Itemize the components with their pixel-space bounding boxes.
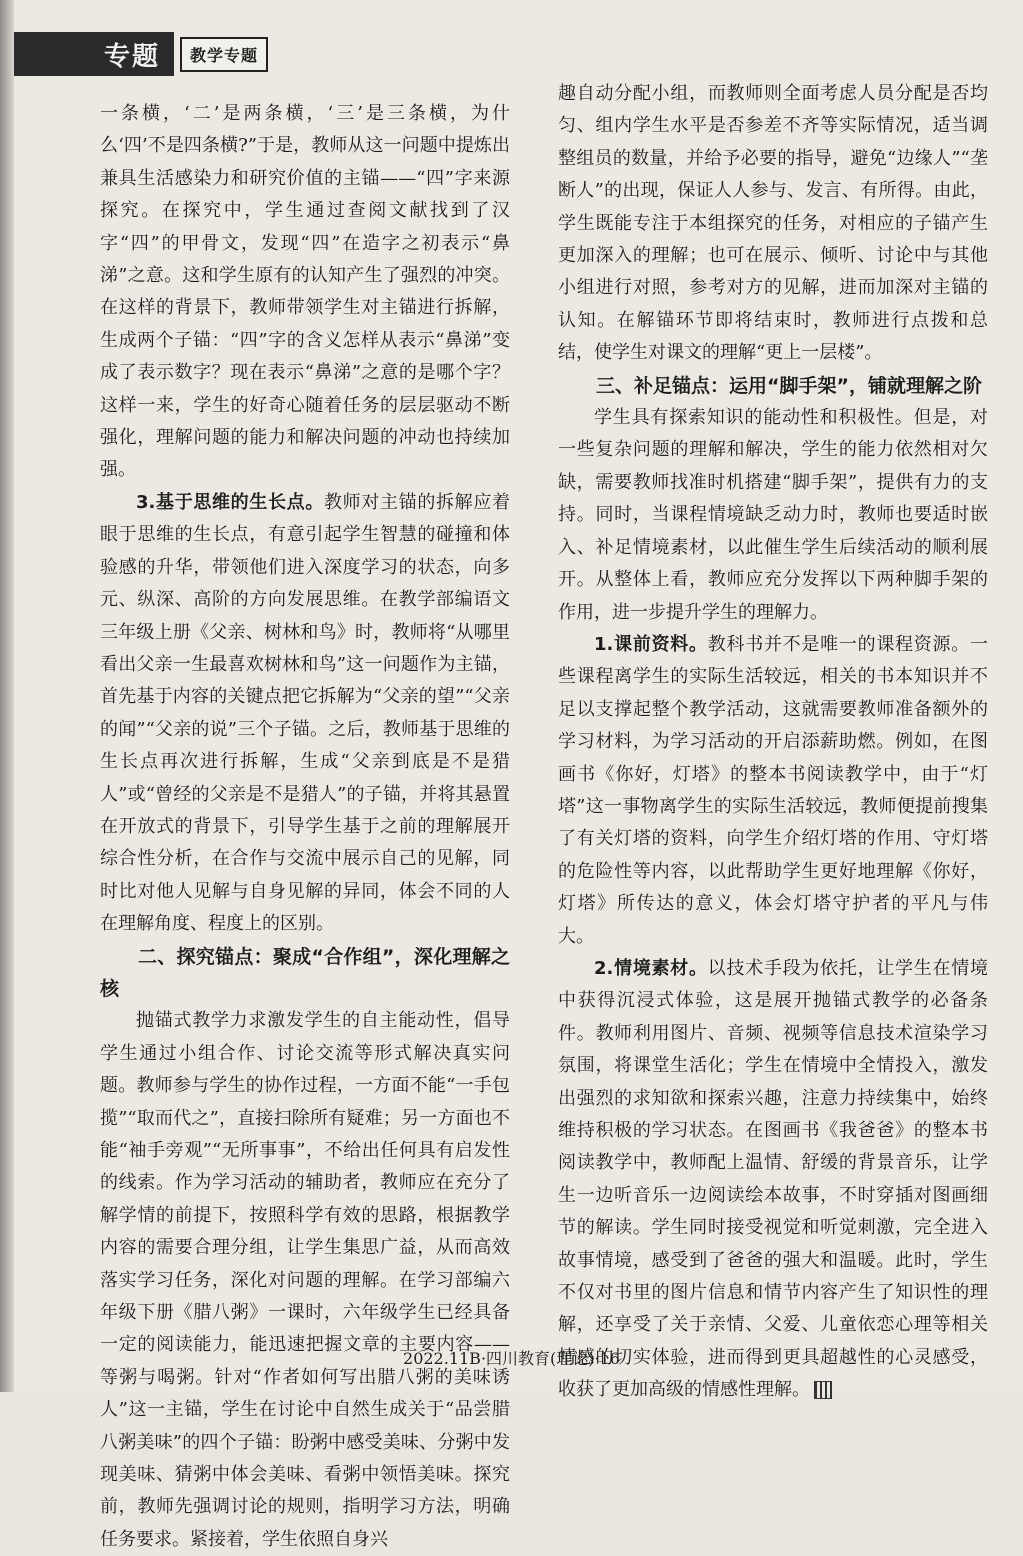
left-text-column	[100, 98, 510, 1556]
paragraph-lead: 3.基于思维的生长点。	[136, 491, 325, 513]
section-heading: 三、补足锚点：运用“脚手架”，铺就理解之阶	[596, 374, 982, 397]
end-of-article-icon	[814, 1381, 832, 1399]
page-footer: 2022.11B·四川教育(理论)·16	[403, 1349, 620, 1368]
page-header	[14, 30, 278, 78]
right-text-column	[558, 78, 988, 1407]
paragraph: 学生具有探索知识的能动性和积极性。但是，对一些复杂问题的理解和解决，学生的能力依然相对欠缺，需要教师找准时机搭建“脚手架”，提供有力的支持。同时，当课程情境缺乏动力时，教师也要适时嵌入、补足情境素材，以此催生学生后续活动的顺利展开。从整体上看，教师应充分发挥以下两种脚手架的作用，进一步提升学生的理解力。	[558, 407, 988, 623]
page-binding-shadow	[0, 0, 14, 1392]
paragraph: 抛锚式教学力求激发学生的自主能动性，倡导学生通过小组合作、讨论交流等形式解决真实问题。教师参与学生的协作过程，一方面不能“一手包揽”“取而代之”，直接扫除所有疑难；另一方面也不能“袖手旁观”“无所事事”，不给出任何具有启发性的线索。作为学习活动的辅助者，教师应在充分了解学情的前提下，按照科学有效的思路，根据教学内容的需要合理分组，让学生集思广益，从而高效落实学习任务，深化对问题的理解。在学习部编六年级下册《腊八粥》一课时，六年级学生已经具备一定的阅读能力，能迅速把握文章的主要内容——等粥与喝粥。针对“作者如何写出腊八粥的美味诱人”这一主锚，学生在讨论中自然生成关于“品尝腊八粥美味”的四个子锚：盼粥中感受美味、分粥中发现美味、猜粥中体会美味、看粥中领悟美味。探究前，教师先强调讨论的规则，指明学习方法，明确任务要求。紧接着，学生依照自身兴	[100, 1010, 510, 1550]
paragraph: 一条横，‘二’是两条横，‘三’是三条横，为什么‘四’不是四条横?”于是，教师从这一问题中提炼出兼具生活感染力和研究价值的主锚——“四”字来源探究。在探究中，学生通过查阅文献找到了汉字“四”的甲骨文，发现“四”在造字之初表示“鼻涕”之意。这和学生原有的认知产生了强烈的冲突。在这样的背景下，教师带领学生对主锚进行拆解，生成两个子锚：“四”字的含义怎样从表示“鼻涕”变成了表示数字？现在表示“鼻涕”之意的是哪个字？这样一来，学生的好奇心随着任务的层层驱动不断强化，理解问题的能力和解决问题的冲动也持续加强。	[100, 103, 510, 481]
paragraph	[558, 953, 988, 1407]
paragraph: 趣自动分配小组，而教师则全面考虑人员分配是否均匀、组内学生水平是否参差不齐等实际情况，适当调整组员的数量，并给予必要的指导，避免“边缘人”“垄断人”的出现，保证人人参与、发言、有所得。由此，学生既能专注于本组探究的任务，对相应的子锚产生更加深入的理解；也可在展示、倾听、讨论中与其他小组进行对照，参考对方的见解，进而加深对主锚的认知。在解锚环节即将结束时，教师进行点拨和总结，使学生对课文的理解“更上一层楼”。	[558, 83, 988, 364]
paragraph-body: 以技术手段为依托，让学生在情境中获得沉浸式体验，这是展开抛锚式教学的必备条件。教师利用图片、音频、视频等信息技术渲染学习氛围，将课堂生活化；学生在情境中全情投入，激发出强烈的求知欲和探索兴趣，注意力持续集中，始终维持积极的学习状态。在图画书《我爸爸》的整本书阅读教学中，教师配上温情、舒缓的背景音乐，让学生一边听音乐一边阅读绘本故事，不时穿插对图画细节的解读。学生同时接受视觉和听觉刺激，完全进入故事情境，感受到了爸爸的强大和温暖。此时，学生不仅对书里的图片信息和情节内容产生了知识性的理解，还享受了关于亲情、父爱、儿童依恋心理等相关情感的切实体验，进而得到更具超越性的心灵感受，收获了更加高级的情感性理解。	[558, 957, 988, 1401]
paragraph-lead: 2.情境素材。	[594, 957, 708, 979]
section-heading: 二、探究锚点：聚成“合作组”，深化理解之核	[100, 945, 510, 1000]
paragraph	[100, 487, 510, 941]
paragraph-body: 教师对主锚的拆解应着眼于思维的生长点，有意引起学生智慧的碰撞和体验感的升华，带领他们进入深度学习的状态，向多元、纵深、高阶的方向发展思维。在教学部编语文三年级上册《父亲、树林和鸟》时，教师将“从哪里看出父亲一生最喜欢树林和鸟”这一问题作为主锚，首先基于内容的关键点把它拆解为“父亲的望”“父亲的闻”“父亲的说”三个子锚。之后，教师基于思维的生长点再次进行拆解，生成“父亲到底是不是猎人”或“曾经的父亲是不是猎人”的子锚，并将其悬置在开放式的背景下，引导学生基于之前的理解展开综合性分析，在合作与交流中展示自己的见解，同时比对他人见解与自身见解的异同，体会不同的人在理解角度、程度上的区别。	[100, 491, 510, 935]
paragraph-body: 教科书并不是唯一的课程资源。一些课程离学生的实际生活较远，相关的书本知识并不足以支撑起整个教学活动，这就需要教师准备额外的学习材料，为学习活动的开启添薪助燃。例如，在图画书《你好，灯塔》的整本书阅读教学中，由于“灯塔”这一事物离学生的实际生活较远，教师便提前搜集了有关灯塔的资料，向学生介绍灯塔的作用、守灯塔的危险性等内容，以此帮助学生更好地理解《你好，灯塔》所传达的意义，体会灯塔守护者的平凡与伟大。	[558, 633, 988, 947]
paragraph-lead: 1.课前资料。	[594, 633, 708, 655]
column-label: 教学专题	[180, 37, 268, 72]
paragraph	[558, 629, 988, 953]
section-label: 专题	[14, 32, 174, 76]
